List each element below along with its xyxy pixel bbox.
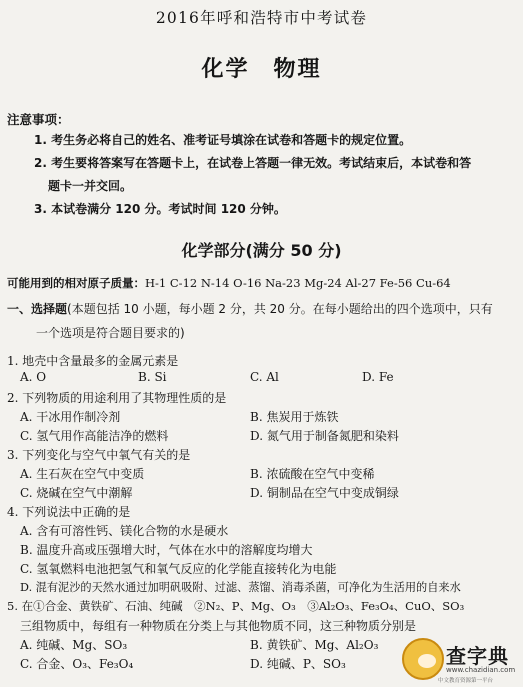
question-2-option-d: D. 氮气用于制备氮肥和染料 [250, 429, 399, 443]
notice-item-1 [34, 129, 512, 152]
watermark-url: www.chazidian.com [446, 666, 516, 674]
question-3-option-b: B. 浓硫酸在空气中变稀 [250, 467, 375, 481]
question-2-option-a: A. 干冰用作制冷剂 [20, 410, 121, 424]
question-5-stem: 5. 在①合金、黄铁矿、石油、纯碱 ②N₂、P、Mg、O₃ ③Al₂O₃、Fe₃O₄、CuO、SO₃ [7, 599, 465, 613]
question-2-option-c: C. 氢气用作高能洁净的燃料 [20, 429, 169, 443]
watermark-logo [398, 636, 523, 687]
notice-item-3 [34, 198, 512, 221]
notice-item-2 [34, 152, 512, 198]
question-4-option-b: B. 温度升高或压强增大时，气体在水中的溶解度均增大 [20, 543, 313, 557]
question-4-option-d: D. 混有泥沙的天然水通过加明矾吸附、过滤、蒸馏、消毒杀菌，可净化为生活用的自来水 [20, 581, 461, 594]
mascot-icon [402, 638, 444, 680]
question-2-stem: 2. 下列物质的用途利用了其物理性质的是 [7, 391, 227, 405]
question-5-option-c: C. 合金、O₃、Fe₃O₄ [20, 657, 134, 671]
question-4-option-a: A. 含有可溶性钙、镁化合物的水是硬水 [20, 524, 229, 538]
question-2-option-b: B. 焦炭用于炼铁 [250, 410, 339, 424]
notice-item-text: 考生要将答案写在答题卡上，在试卷上答题一律无效。考试结束后，本试卷和答 [51, 156, 472, 170]
question-3-option-d: D. 铜制品在空气中变成铜绿 [250, 486, 399, 500]
mc-instructions-continuation: 一个选项是符合题目要求的) [36, 326, 185, 340]
question-1-option-d: D. Fe [362, 370, 394, 384]
watermark-name: 查字典 [446, 644, 509, 668]
mc-instructions [7, 300, 493, 317]
question-4-option-c: C. 氢氧燃料电池把氢气和氧气反应的化学能直接转化为电能 [20, 562, 337, 576]
question-1-option-a: A. O [20, 370, 47, 384]
subject-title: 化学 物理 [201, 57, 322, 82]
atomic-masses-values: H-1 C-12 N-14 O-16 Na-23 Mg-24 Al-27 Fe-56 Cu-64 [145, 276, 451, 290]
question-5-option-d: D. 纯碱、P、SO₃ [250, 657, 346, 671]
mc-description: (本题包括 10 小题，每小题 2 分，共 20 分。在每小题给出的四个选项中，只有 [67, 302, 493, 316]
question-1-option-c: C. Al [250, 370, 279, 384]
section-title: 化学部分(满分 50 分) [181, 241, 342, 260]
question-5-option-b: B. 黄铁矿、Mg、Al₂O₃ [250, 638, 379, 652]
question-1-option-b: B. Si [138, 370, 167, 384]
mc-heading: 一、选择题 [7, 302, 68, 316]
notice-item-continuation: 题卡一并交回。 [48, 179, 133, 193]
watermark-tagline: 中文教育资源第一平台 [438, 678, 494, 684]
exam-title: 2016年呼和浩特市中考试卷 [155, 9, 368, 27]
question-3-stem: 3. 下列变化与空气中氧气有关的是 [7, 448, 191, 462]
notice-item-number: 2. [34, 156, 47, 170]
notice-item-text: 本试卷满分 120 分。考试时间 120 分钟。 [51, 202, 286, 216]
atomic-masses-label: 可能用到的相对原子质量： [7, 276, 145, 290]
mascot-face-icon [418, 654, 436, 668]
notice-item-number: 3. [34, 202, 47, 216]
atomic-masses-line [7, 275, 451, 291]
question-1-stem: 1. 地壳中含量最多的金属元素是 [7, 354, 179, 368]
question-3-option-c: C. 烧碱在空气中潮解 [20, 486, 133, 500]
question-4-stem: 4. 下列说法中正确的是 [7, 505, 131, 519]
question-3-option-a: A. 生石灰在空气中变质 [20, 467, 145, 481]
notice-heading: 注意事项： [7, 112, 70, 127]
notice-item-number: 1. [34, 133, 47, 147]
notice-item-text: 考生务必将自己的姓名、准考证号填涂在试卷和答题卡的规定位置。 [51, 133, 412, 147]
question-5-option-a: A. 纯碱、Mg、SO₃ [20, 638, 128, 652]
question-5-stem-continuation: 三组物质中，每组有一种物质在分类上与其他物质不同，这三种物质分别是 [20, 619, 417, 633]
